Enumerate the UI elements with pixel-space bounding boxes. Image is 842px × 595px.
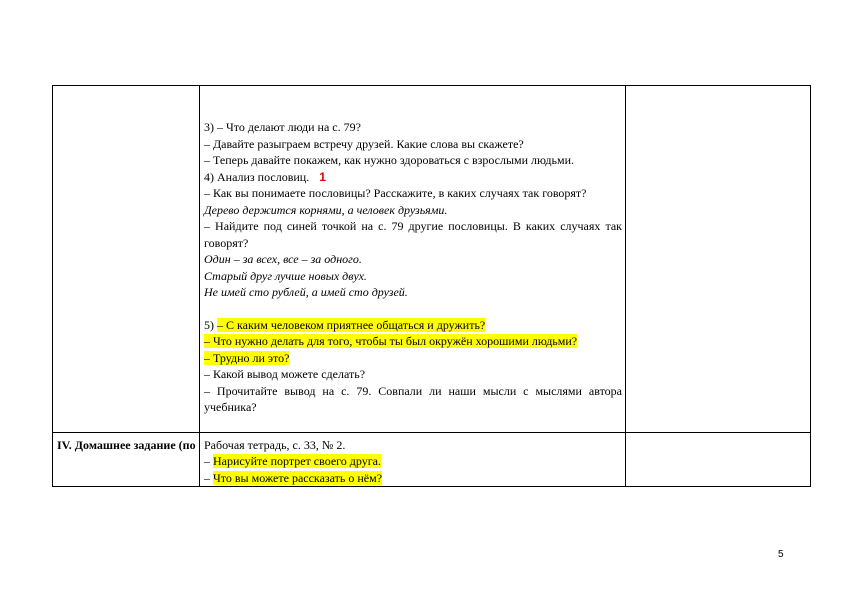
stage-cell <box>53 432 200 487</box>
draw-task <box>204 453 622 470</box>
tell-task-dash: – <box>204 470 213 485</box>
proverb-4: Не имей сто рублей, а имей сто друзей. <box>204 285 408 299</box>
notes-cell-empty <box>626 86 811 433</box>
find-proverbs-prompt: – Найдите под синей точкой на с. 79 другие пословицы. В каких случаях так говорят? <box>204 219 622 250</box>
paragraph-gap <box>204 301 622 317</box>
stage-title: IV. Домашнее задание (по <box>57 437 196 452</box>
meeting-prompt: – Давайте разыграем встречу друзей. Какие слова вы скажете? <box>204 136 524 151</box>
greeting-prompt: – Теперь давайте покажем, как нужно здороваться с взрослыми людьми. <box>204 153 574 167</box>
tell-task-highlight: Что вы можете рассказать о нём? <box>213 470 383 485</box>
tell-task <box>204 470 622 487</box>
good-people-prompt <box>204 333 622 350</box>
conclusion-prompt: – Какой вывод можете сделать? <box>204 367 366 381</box>
proverb-analysis-label: 4) Анализ пословиц. <box>204 169 310 184</box>
proverb-1: Дерево держится корнями, а человек друзьями. <box>204 202 448 217</box>
understand-prompt: – Как вы понимаете пословицы? Расскажите, в каких случаях так говорят? <box>204 186 587 200</box>
question-5-highlight: – С каким человеком приятнее общаться и дружить? <box>217 317 486 332</box>
proverb-2: Один – за всех, все – за одного. <box>204 252 362 266</box>
workbook-reference: Рабочая тетрадь, с. 33, № 2. <box>204 437 346 452</box>
stage-cell-empty <box>53 86 200 433</box>
good-people-highlight: – Что нужно делать для того, чтобы ты был окружён хорошими людьми? <box>204 334 578 348</box>
draw-task-highlight: Нарисуйте портрет своего друга. <box>213 454 381 468</box>
difficulty-highlight: – Трудно ли это? <box>204 350 290 365</box>
draw-task-dash: – <box>204 454 213 468</box>
table-row <box>53 86 811 433</box>
question-5-prefix: 5) <box>204 317 217 332</box>
question-3: 3) – Что делают люди на с. 79? <box>204 120 361 134</box>
homework-cell <box>200 432 626 487</box>
slide-number: 1 <box>319 169 326 184</box>
table-row <box>53 432 811 487</box>
read-conclusion-prompt: – Прочитайте вывод на с. 79. Совпали ли наши мысли с мыслями автора учебника? <box>204 383 622 414</box>
lesson-plan-table <box>52 85 811 487</box>
page-number: 5 <box>778 549 784 560</box>
proverb-3: Старый друг лучше новых двух. <box>204 268 367 283</box>
difficulty-prompt <box>204 350 622 367</box>
teacher-activity-cell <box>200 86 626 433</box>
proverb-analysis-heading <box>204 169 622 186</box>
question-5 <box>204 317 622 334</box>
notes-cell-empty <box>626 432 811 487</box>
